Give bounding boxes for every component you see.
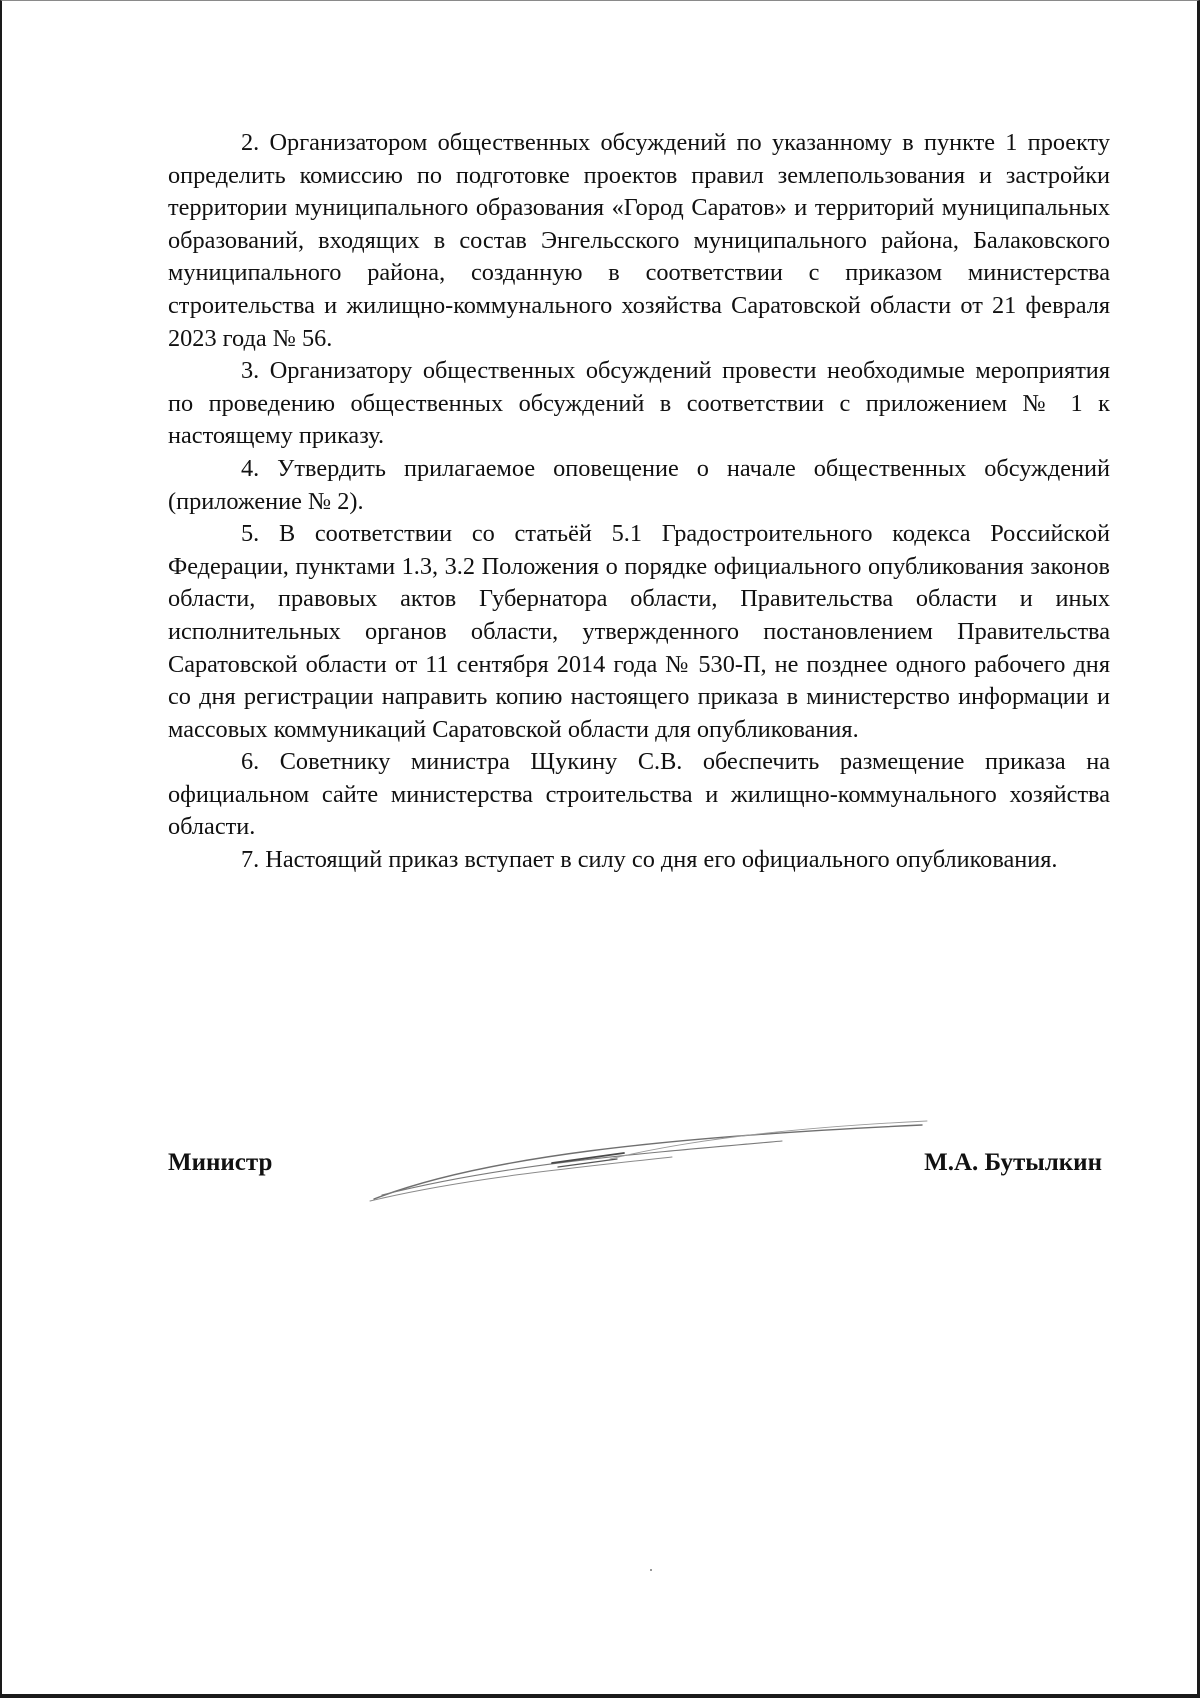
signatory-name: М.А. Бутылкин [924,1149,1102,1176]
paragraph-4: 4. Утвердить прилагаемое оповещение о начале общественных обсуждений (приложение № 2). [168,454,1110,515]
signatory-title: Министр [168,1149,273,1176]
paragraph-6: 6. Советнику министра Щукину С.В. обеспечить размещение приказа на официальном сайте министерства строительства и жилищно-коммунального хозяйства области. [168,748,1110,841]
signature-block [168,1149,1102,1189]
scan-speck [650,1569,652,1571]
paragraph-3: 3. Организатору общественных обсуждений провести необходимые мероприятия по проведению общественных обсуждений в соответствии с приложением № 1 к настоящему приказу. [168,357,1110,450]
paragraph-5: 5. В соответствии со статьёй 5.1 Градостроительного кодекса Российской Федерации, пунктами 1.3, 3.2 Положения о порядке официального опубликования законов области, правовых актов Губернатора области, Правительства области и иных исполнительных органов области, утвержденного постановлением Правительства Саратовской области от 11 сентября 2014 года № 530-П, не позднее одного рабочего дня со дня регистрации направить копию настоящего приказа в министерство информации и массовых коммуникаций Саратовской области для опубликования. [168,520,1110,743]
document-body [168,127,1110,877]
paragraph-7: 7. Настоящий приказ вступает в силу со дня его официального опубликования. [241,846,1058,874]
paragraph-2: 2. Организатором общественных обсуждений по указанному в пункте 1 проекту определить комиссию по подготовке проектов правил землепользования и застройки территории муниципального образования «Город Саратов» и территорий муниципальных образований, входящих в состав Энгельсского муниципального района, Балаковского муниципального района, созданную в соответствии с приказом министерства строительства и жилищно-коммунального хозяйства Саратовской области от 21 февраля 2023 года № 56. [168,129,1110,352]
